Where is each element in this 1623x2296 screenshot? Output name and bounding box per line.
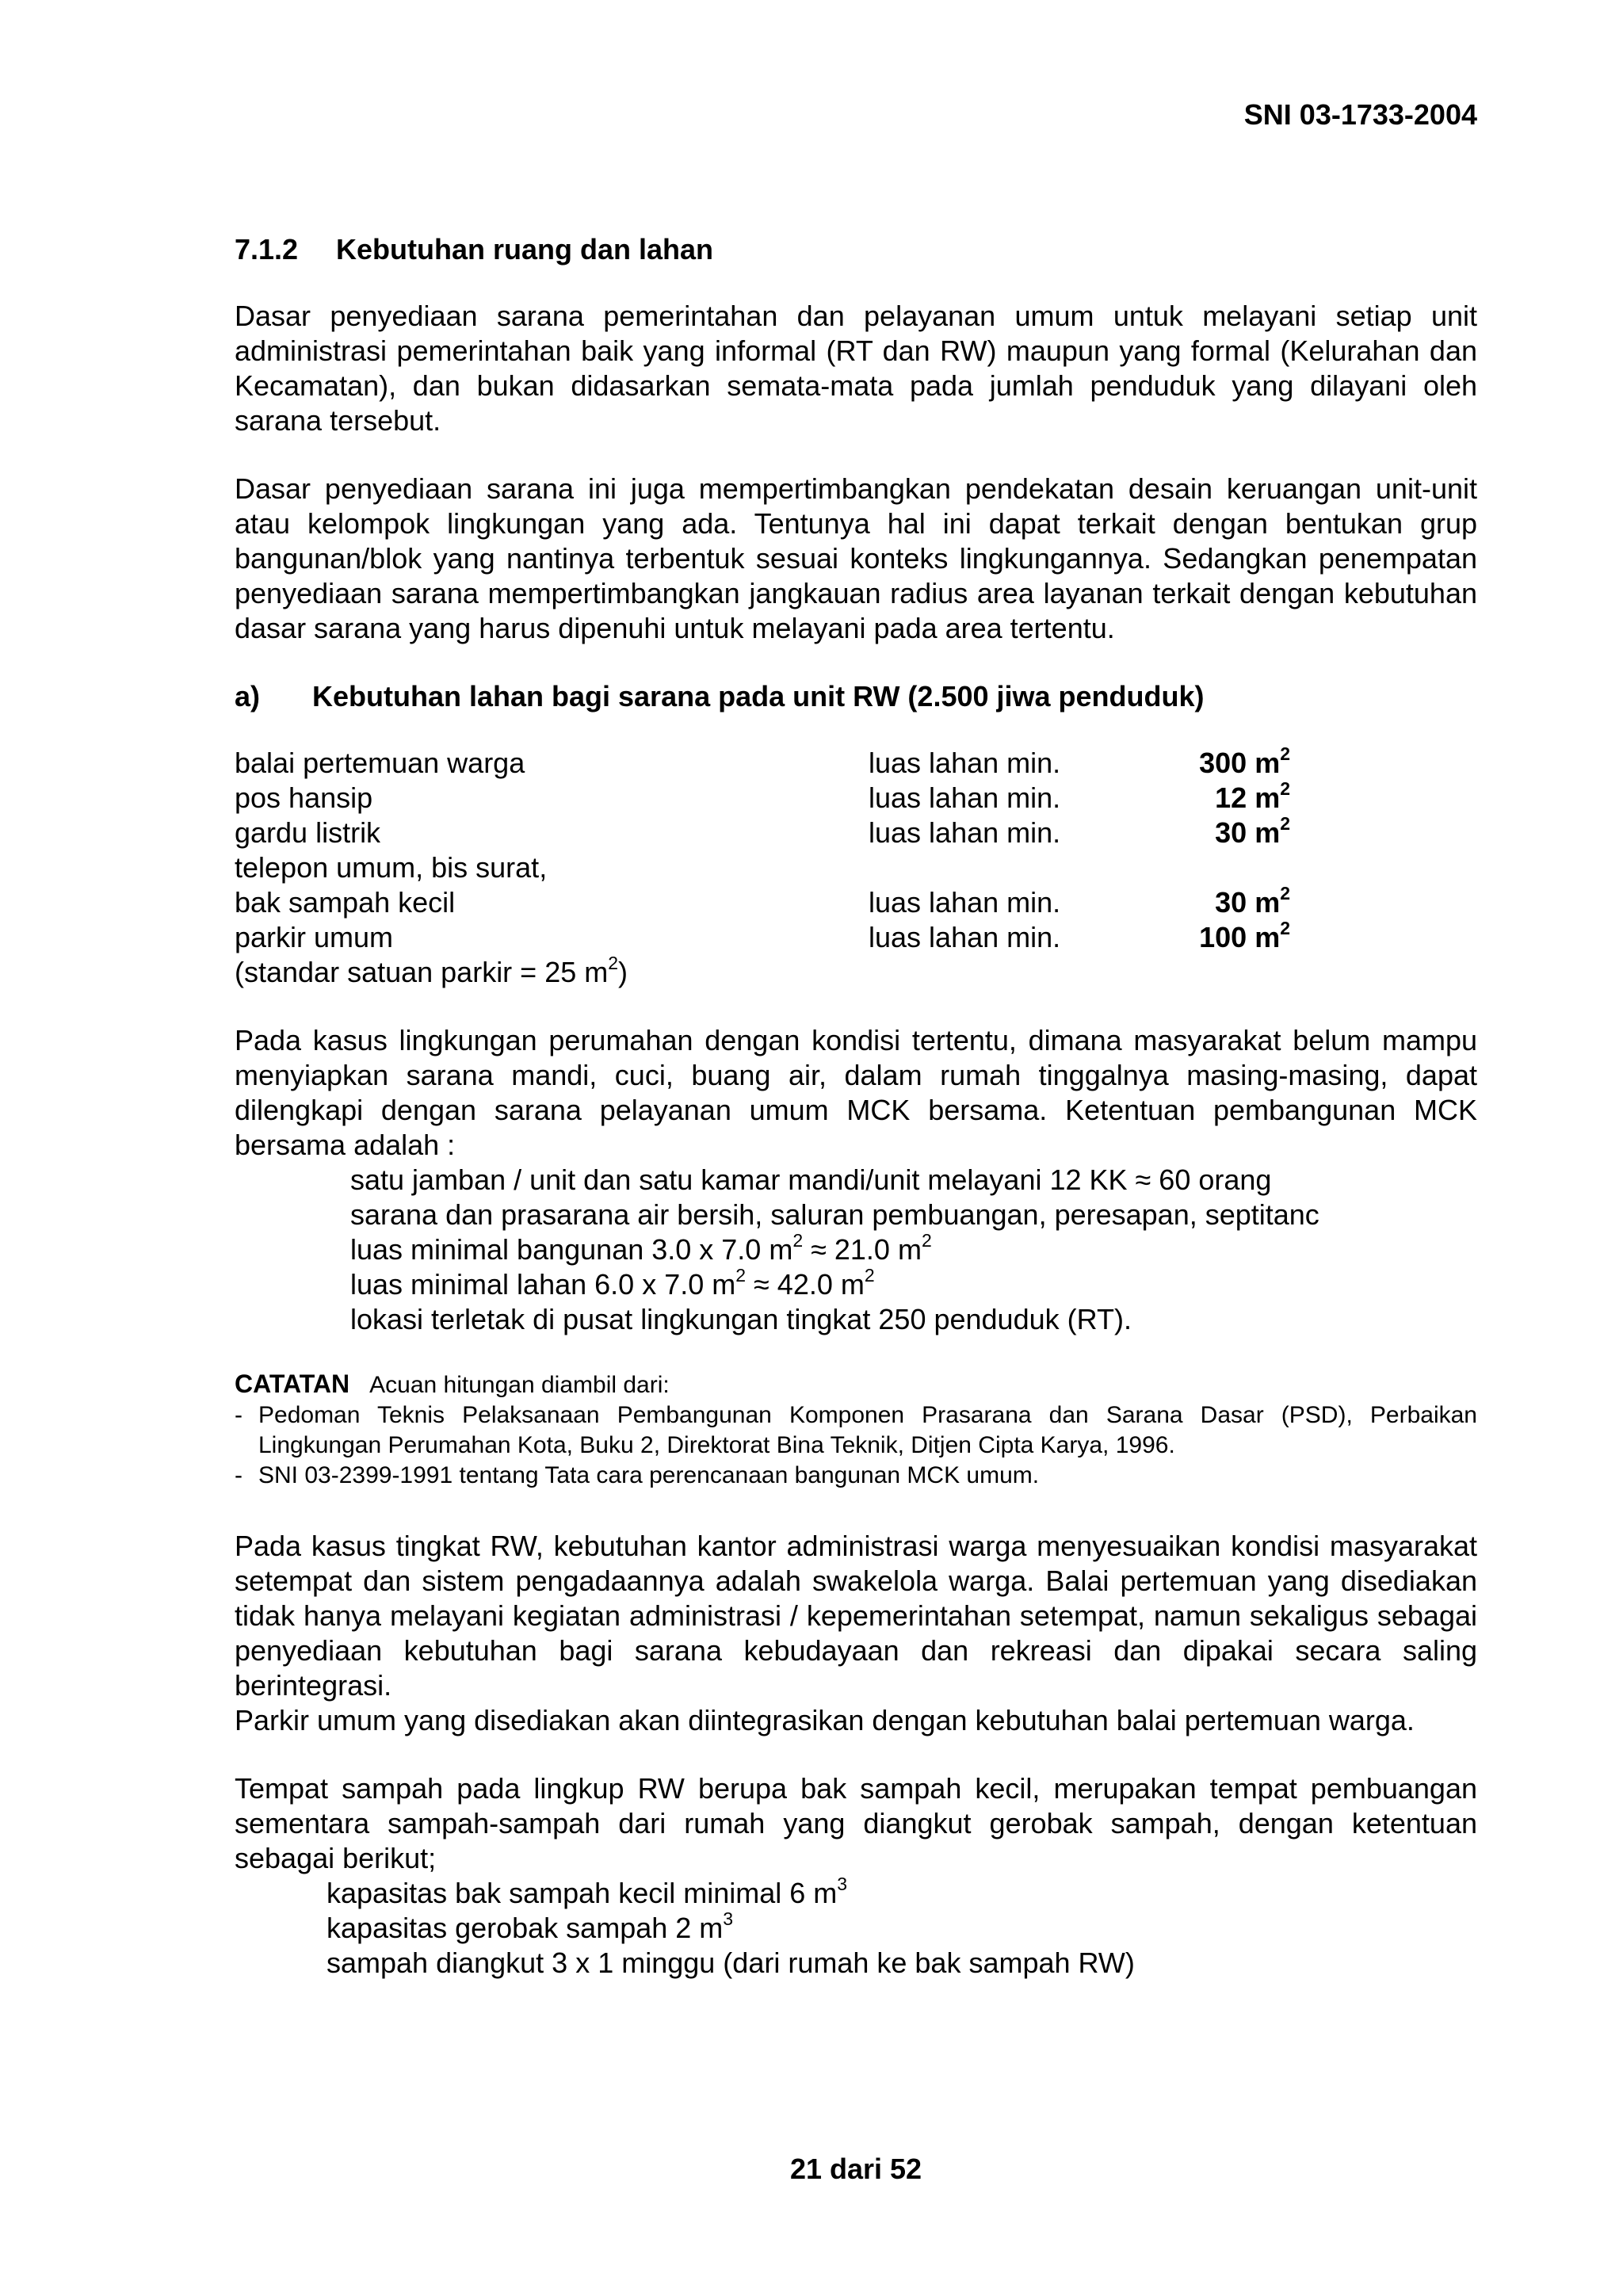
trash-intro: Tempat sampah pada lingkup RW berupa bak sampah kecil, merupakan tempat pembuangan sementara sampah-sampah dari rumah yang diangkut gerobak sampah, dengan ketentuan sebagai berikut; [235, 1772, 1477, 1874]
section-heading [235, 232, 1477, 267]
table-row [235, 850, 1290, 885]
table-row [235, 885, 1290, 920]
note-reference: - SNI 03-2399-1991 tentang Tata cara perencanaan bangunan MCK umum. [235, 1462, 1040, 1488]
list-item: satu jamban / unit dan satu kamar mandi/unit melayani 12 KK ≈ 60 orang [350, 1163, 1272, 1196]
document-id: SNI 03-1733-2004 [1243, 98, 1477, 131]
note-header [235, 1369, 1477, 1400]
list-item: kapasitas bak sampah kecil minimal 6 $m^3$ [327, 1874, 848, 1909]
subsection-title: Kebutuhan lahan bagi sarana pada unit RW (2.500 jiwa penduduk) [312, 680, 1205, 712]
paragraph-2: Dasar penyediaan sarana ini juga mempertimbangkan pendekatan desain keruangan unit-unit atau kelompok lingkungan yang ada. Tentunya hal ini dapat terkait dengan bentukan grup bangunan/blok yang nantinya terbentuk sesuai konteks lingkungannya. Sedangkan penempatan penyediaan sarana mempertimbangkan jangkauan radius area layanan terkait dengan kebutuhan dasar sarana yang harus dipenuhi untuk melayani pada area tertentu. [235, 472, 1477, 644]
facility-name: telepon umum, bis surat, [235, 851, 548, 884]
facility-name: pos hansip [235, 781, 373, 814]
table-row [235, 920, 1290, 955]
area-value: 12 $m^2$ [1215, 778, 1290, 814]
list-item: luas minimal lahan 6.0 x 7.0 $m^2 \approx 42.0$ $m^2$ [350, 1265, 875, 1301]
facility-name: bak sampah kecil [235, 886, 456, 919]
note-tag: CATATAN [235, 1370, 350, 1398]
rw-paragraph-2: Parkir umum yang disediakan akan diintegrasikan dengan kebutuhan balai pertemuan warga. [235, 1704, 1415, 1736]
list-item: kapasitas gerobak sampah 2 $m^3$ [327, 1908, 734, 1944]
area-value: 30 $m^2$ [1215, 883, 1290, 919]
mck-intro: Pada kasus lingkungan perumahan dengan kondisi tertentu, dimana masyarakat belum mampu menyiapkan sarana mandi, cuci, buang air, dalam rumah tinggalnya masing-masing, dapat dilengkapi dengan sarana pelayanan umum MCK bersama. Ketentuan pembangunan MCK bersama adalah : [235, 1024, 1477, 1161]
area-label: luas lahan min. [869, 921, 1061, 953]
facility-name: parkir umum [235, 921, 394, 953]
list-item: sarana dan prasarana air bersih, saluran pembuangan, peresapan, septitanc [350, 1198, 1319, 1231]
table-row [235, 955, 1290, 990]
page-number: 21 dari 52 [789, 2153, 922, 2185]
area-value: 300 $m^2$ [1199, 743, 1290, 779]
area-label: luas lahan min. [869, 816, 1061, 849]
trash-list [235, 1876, 1477, 1981]
facility-name: balai pertemuan warga [235, 747, 525, 779]
area-value: 30 $m^2$ [1215, 813, 1290, 849]
note-intro: Acuan hitungan diambil dari: [369, 1372, 670, 1398]
list-item: sampah diangkut 3 x 1 minggu (dari rumah ke bak sampah RW) [327, 1946, 1135, 1979]
list-item: luas minimal bangunan 3.0 x 7.0 $m^2 \approx 21.0$ $m^2$ [350, 1230, 932, 1266]
facility-name: gardu listrik [235, 816, 381, 849]
list-item: lokasi terletak di pusat lingkungan tingkat 250 penduduk (RT). [350, 1303, 1132, 1335]
mck-list [235, 1163, 1477, 1337]
area-label: luas lahan min. [869, 747, 1061, 779]
note-block [235, 1369, 1477, 1491]
rw-paragraph-1: Pada kasus tingkat RW, kebutuhan kantor administrasi warga menyesuaikan kondisi masyarakat setempat dan sistem pengadaannya adalah swakelola warga. Balai pertemuan yang disediakan tidak hanya melayani kegiatan administrasi / kepemerintahan setempat, namun sekaligus sebagai penyediaan kebutuhan bagi sarana kebudayaan dan rekreasi dan dipakai secara saling berintegrasi. [235, 1530, 1477, 1702]
table-row [235, 816, 1290, 850]
subsection-heading [235, 679, 1477, 714]
area-label: luas lahan min. [869, 781, 1061, 814]
section-number: 7.1.2 [235, 233, 299, 266]
land-requirement-table [235, 743, 1290, 990]
note-reference: - Pedoman Teknis Pelaksanaan Pembangunan Komponen Prasarana dan Sarana Dasar (PSD), Perbaikan Lingkungan Perumahan Kota, Buku 2, Direktorat Bina Teknik, Ditjen Cipta Karya, 1996. [235, 1402, 1477, 1458]
area-value: 100 $m^2$ [1199, 918, 1290, 953]
table-row [235, 781, 1290, 816]
paragraph-1: Dasar penyediaan sarana pemerintahan dan pelayanan umum untuk melayani setiap unit administrasi pemerintahan baik yang informal (RT dan RW) maupun yang formal (Kelurahan dan Kecamatan), dan bukan didasarkan semata-mata pada jumlah penduduk yang dilayani oleh sarana tersebut. [235, 300, 1477, 437]
parking-note: (standar satuan parkir = 25 $m^2$) [235, 953, 628, 988]
section-title: Kebutuhan ruang dan lahan [336, 233, 714, 266]
page-content [235, 232, 1477, 1981]
area-label: luas lahan min. [869, 886, 1061, 919]
subsection-label: a) [235, 680, 261, 712]
table-row [235, 746, 1290, 781]
